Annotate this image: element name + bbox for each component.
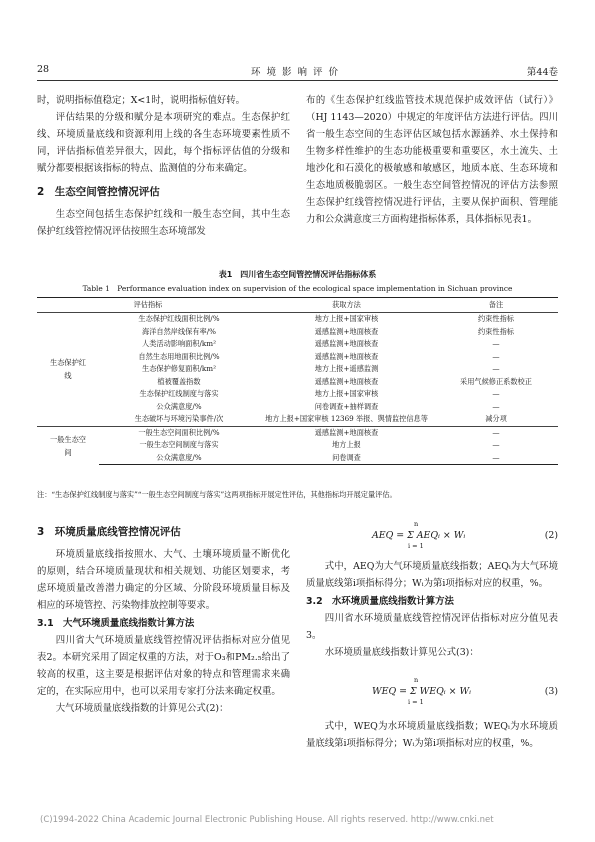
paragraph: 四川省水环境质量底线管控情况评估指标对应分值见表3。: [306, 613, 558, 641]
table-category-cell: 生态保护红线: [37, 313, 99, 427]
table-cell: 遥感监测+地面核查: [314, 339, 379, 348]
table-cell: 生态保护红线面积比例/%: [99, 313, 259, 326]
subsection-heading-3-2: 3.2 水环境质量底线指数计算方法: [306, 596, 454, 607]
table-header-cell: 获取方法: [259, 298, 434, 313]
journal-name: 环境影响评价: [250, 67, 344, 78]
paragraph: 式中，AEQ为大气环境质量底线指数；AEQᵢ为大气环境质量底线第i项指标得分；Wᵢ为第i项指标对应的权重，%。: [306, 561, 558, 589]
table-cell: —: [492, 351, 500, 361]
equation-2-body: n i = 1 AEQ = Σ AEQᵢ × Wᵢ: [372, 520, 466, 550]
table-cell: 遥感监测+地面核查: [314, 376, 379, 386]
paragraph: 四川省大气环境质量底线管控情况评估指标对应分值见表2。本研究采用了固定权重的方法，对于O₃和PM₂.₅给出了较高的权重，这主要是根据评估对象的特点和管理需求来确定的，在实际应用中，也可以采用专家打分法来确定权重。: [37, 635, 290, 697]
subsection-heading-3-1: 3.1 大气环境质量底线指数计算方法: [37, 618, 195, 629]
equation-3-body: n i = 1 WEQ = Σ WEQᵢ × Wᵢ: [372, 676, 471, 706]
right-column-bottom: [306, 558, 558, 661]
equation-3-number: (3): [544, 686, 558, 697]
table-cell: 公众满意度/%: [156, 401, 202, 411]
table-cell: 一般生态空间面积比例/%: [99, 426, 259, 439]
table-row: [37, 426, 558, 439]
header-rule: [37, 80, 558, 81]
table-cell: 自然生态用地面积比例/%: [138, 351, 220, 361]
table-row: [37, 338, 558, 351]
volume-label: 第44卷: [526, 67, 558, 78]
table-cell: 遥感监测+地面核查: [314, 351, 379, 361]
table-cell: 约束性指标: [434, 313, 558, 326]
table-header-row: [37, 298, 558, 313]
copyright-footer: (C)1994-2022 China Academic Journal Electronic Publishing House. All rights reserved. http://www.cnki.net: [40, 815, 494, 825]
right-column-end: [306, 718, 558, 752]
paragraph: 式中，WEQ为水环境质量底线指数；WEQᵢ为水环境质量底线第i项指标得分；Wᵢ为第i项指标对应的权重，%。: [306, 721, 558, 749]
table-row: [37, 313, 558, 326]
table-group-red-line: [37, 313, 558, 427]
table-cell: 人类活动影响面积/km²: [142, 339, 216, 348]
table-cell: 海洋自然岸线保有率/%: [142, 326, 216, 336]
table-cell: —: [492, 440, 500, 449]
table-cell: 采用气候修正系数校正: [460, 376, 532, 386]
table-cell: 问卷调查+抽样调查: [314, 401, 379, 411]
table-header-cell: 备注: [434, 298, 558, 313]
table-cell: 地方上报+国家审核 12369 举报、舆情监控信息等: [265, 414, 428, 423]
section-heading-3: 3 环境质量底线管控情况评估: [37, 526, 181, 538]
paragraph: 环境质量底线指按照水、大气、土壤环境质量不断优化的原则，结合环境质量现状和相关规划、功能区划要求，考虑环境质量改善潜力确定的分区域、分阶段环境质量目标及相应的环境管控、污染物排放控制等要求。: [37, 549, 290, 611]
paragraph: 生态空间包括生态保护红线和一般生态空间，其中生态保护红线管控情况评估按照生态环境部发: [37, 209, 290, 237]
paragraph: 大气环境质量底线指数的计算见公式(2)：: [55, 703, 229, 714]
equation-3: [306, 676, 558, 710]
table-cell: 问卷调查: [259, 452, 434, 465]
page-number: 28: [37, 64, 50, 75]
table-title-en: Table 1 Performance evaluation index on supervision of the ecological space implementation in Sichuan province: [82, 284, 513, 293]
paragraph: 时，说明指标值稳定；X<1时，说明指标值好转。: [37, 95, 245, 106]
table-row: [37, 351, 558, 364]
right-column-top: [306, 92, 558, 228]
table-row: [37, 452, 558, 465]
paragraph: 评估结果的分级和赋分是本项研究的难点。生态保护红线、环境质量底线和资源利用上线的各生态环境要素性质不同，评估指标值差异很大，因此，每个指标评估值的分级和赋分都要根据该指标的特点、监测值的分布来确定。: [37, 112, 290, 174]
table-row: [37, 376, 558, 389]
table-row: [37, 326, 558, 339]
table-cell: 遥感监测+地面核查: [259, 426, 434, 439]
paragraph: 水环境质量底线指数计算见公式(3)：: [324, 647, 479, 658]
table-title-zh: 表1 四川省生态空间管控情况评估指标体系: [218, 270, 377, 279]
table-row: [37, 363, 558, 376]
table-cell: 公众满意度/%: [99, 452, 259, 465]
running-header: [37, 64, 558, 80]
table-row: [37, 401, 558, 414]
table-cell: 一般生态空间制度与落实: [139, 440, 219, 449]
equation-2-number: (2): [544, 530, 558, 541]
table-group-general-space: [37, 426, 558, 465]
table-cell: 生态破坏与环境污染事件/次: [134, 414, 224, 423]
table-note: 注：“生态保护红线制度与落实”“一般生态空间制度与落实”这两项指标开展定性评估，其他指标均开展定量评估。: [37, 490, 397, 499]
table-cell: —: [492, 389, 500, 398]
left-column-top: [37, 92, 290, 240]
table-category-cell: 一般生态空间: [37, 426, 99, 465]
table-cell: 约束性指标: [478, 326, 514, 336]
table-row: [37, 413, 558, 426]
table-cell: 地方上报+遥感监测: [314, 364, 379, 373]
table-row: [37, 439, 558, 452]
table-cell: 植被覆盖指数: [157, 376, 201, 386]
table-cell: —: [434, 452, 558, 465]
table-cell: 遥感监测+地面核查: [314, 326, 379, 336]
paragraph: 布的《生态保护红线监管技术规范保护成效评估（试行）》（HJ 1143—2020）中规定的年度评估方法进行评估。四川省一般生态空间的生态评估区域包括水源涵养、水土保持和生物多样性维护的生态功能极重要和重要区，水土流失、土地沙化和石漠化的极敏感和敏感区，地质本底、生态环境和生态地质极脆弱区。一般生态空间管控情况的评估方法参照生态保护红线管控情况进行评估，主要从保护面积、管理能力和公众满意度三方面构建指标体系，具体指标见表1。: [306, 95, 558, 225]
section-heading-2: 2 生态空间管控情况评估: [37, 186, 160, 198]
table-cell: 生态保护红线制度与落实: [139, 389, 219, 398]
table-cell: —: [492, 364, 500, 373]
table-cell: 生态保护修复面积/km²: [142, 364, 216, 373]
equation-2: [306, 520, 558, 554]
table-cell: —: [492, 401, 500, 411]
table-cell: 地方上报: [332, 440, 361, 449]
table-cell: —: [434, 426, 558, 439]
table-cell: 地方上报+国家审核: [314, 389, 379, 398]
table-cell: —: [492, 339, 500, 348]
table-cell: 减分项: [485, 414, 507, 423]
table-1: [37, 297, 558, 465]
left-column-bottom: [37, 524, 290, 717]
table-cell: 地方上报+国家审核: [259, 313, 434, 326]
table-row: [37, 388, 558, 401]
table-header-cell: 评估指标: [37, 298, 259, 313]
